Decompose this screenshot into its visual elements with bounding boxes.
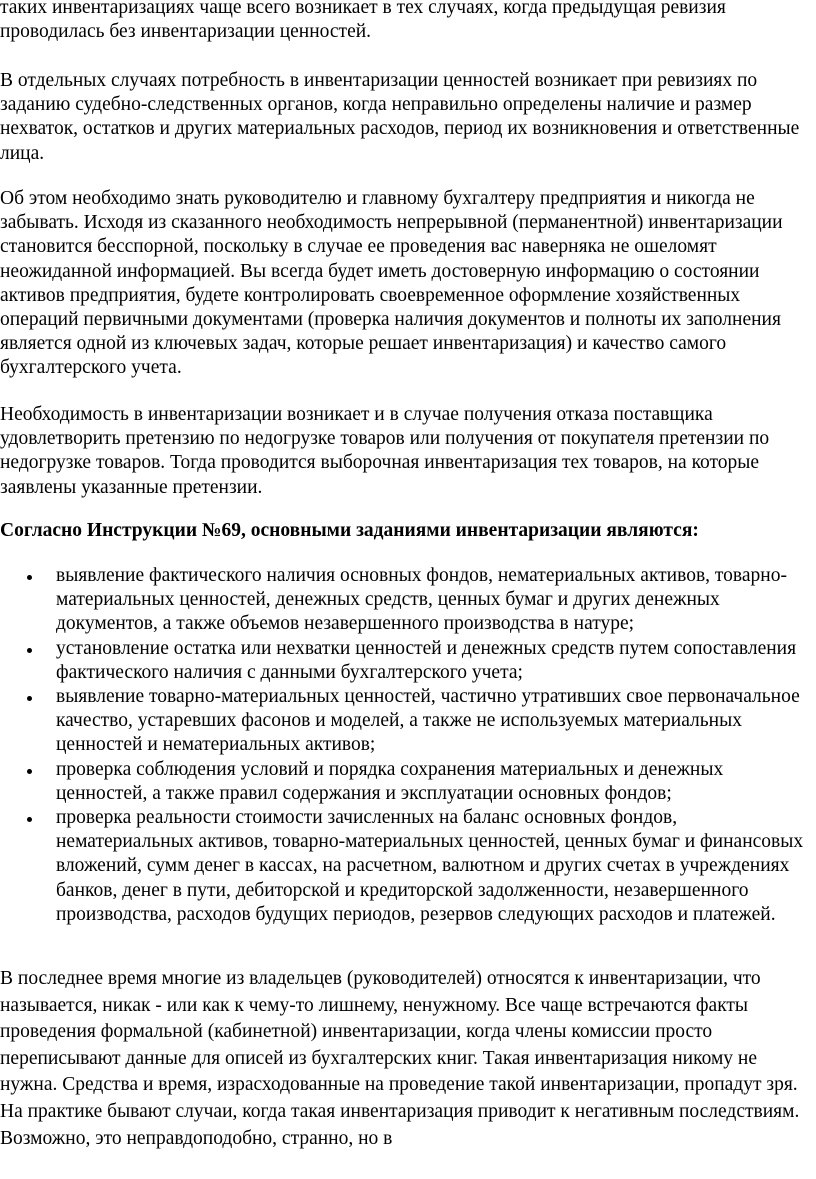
bullet-icon xyxy=(27,648,32,653)
paragraph-4: Необходимость в инвентаризации возникает и в случае получения отказа поставщика удовлетворить претензию по недогрузке товаров или получения от покупателя претензии по недогрузке товаров. Тогда проводится выборочная инвентаризация тех товаров, на которые заявлены указанные претензии. xyxy=(0,404,770,498)
list-item-text: проверка реальности стоимости зачисленных на баланс основных фондов, нематериальных активов, товарно-материальных ценностей, ценных бумаг и финансовых вложений, сумм денег в кассах, на расчетном, валютном и других счетах в учреждениях банков, денег в пути, дебиторской и кредиторской задолженности, незавершенного производства, расходов будущих периодов, резервов следующих расходов и платежей. xyxy=(56,807,804,925)
bullet-icon xyxy=(27,817,32,822)
list-item xyxy=(0,564,812,637)
bullet-icon xyxy=(27,696,32,701)
paragraph-2: В отдельных случаях потребность в инвентаризации ценностей возникает при ревизиях по заданию судебно-следственных органов, когда неправильно определены наличие и размер нехваток, остатков и других материальных расходов, период их возникновения и ответственные лица. xyxy=(0,70,800,164)
bullet-icon xyxy=(27,769,32,774)
list-item xyxy=(0,685,812,758)
list-item-text: установление остатка или нехватки ценностей и денежных средств путем сопоставления фактического наличия с данными бухгалтерского учета; xyxy=(56,637,797,683)
paragraph-5: В последнее время многие из владельцев (руководителей) относятся к инвентаризации, что называется, никак - или как к чему-то лишнему, ненужному. Все чаще встречаются факты проведения формальной (кабинетной) инвентаризации, когда члены комиссии просто переписывают данные для описей из бухгалтерских книг. Такая инвентаризация никому не нужна. Средства и время, израсходованные на проведение такой инвентаризации, пропадут зря. На практике бывают случаи, когда такая инвентаризация приводит к негативным последствиям. Возможно, это неправдоподобно, странно, но в xyxy=(0,968,800,1149)
list-item-text: выявление товарно-материальных ценностей, частично утративших свое первоначальное качество, устаревших фасонов и моделей, а также не используемых материальных ценностей и нематериальных активов; xyxy=(56,686,800,756)
list-item xyxy=(0,806,812,927)
bullet-icon xyxy=(27,575,32,580)
list-item-text: проверка соблюдения условий и порядка сохранения материальных и денежных ценностей, а также правил содержания и эксплуатации основных фондов; xyxy=(56,758,724,804)
paragraph-3: Об этом необходимо знать руководителю и главному бухгалтеру предприятия и никогда не забывать. Исходя из сказанного необходимость непрерывной (перманентной) инвентаризации становится бесспорной, поскольку в случае ее проведения вас наверняка не ошеломят неожиданной информацией. Вы всегда будет иметь достоверную информацию о состоянии активов предприятия, будете контролировать своевременное оформление хозяйственных операций первичными документами (проверка наличия документов и полноты их заполнения является одной из ключевых задач, которые решает инвентаризация) и качество самого бухгалтерского учета. xyxy=(0,188,783,379)
list-item xyxy=(0,758,812,806)
section-heading: Согласно Инструкции №69, основными заданиями инвентаризации являются: xyxy=(0,520,699,541)
paragraph-1: таких инвентаризациях чаще всего возникает в тех случаях, когда предыдущая ревизия проводилась без инвентаризации ценностей. xyxy=(0,0,726,43)
tasks-list xyxy=(0,564,812,927)
list-item-text: выявление фактического наличия основных фондов, нематериальных активов, товарно-материальных ценностей, денежных средств, ценных бумаг и других денежных документов, а также объемов незавершенного производства в натуре; xyxy=(56,565,787,635)
list-item xyxy=(0,637,812,685)
